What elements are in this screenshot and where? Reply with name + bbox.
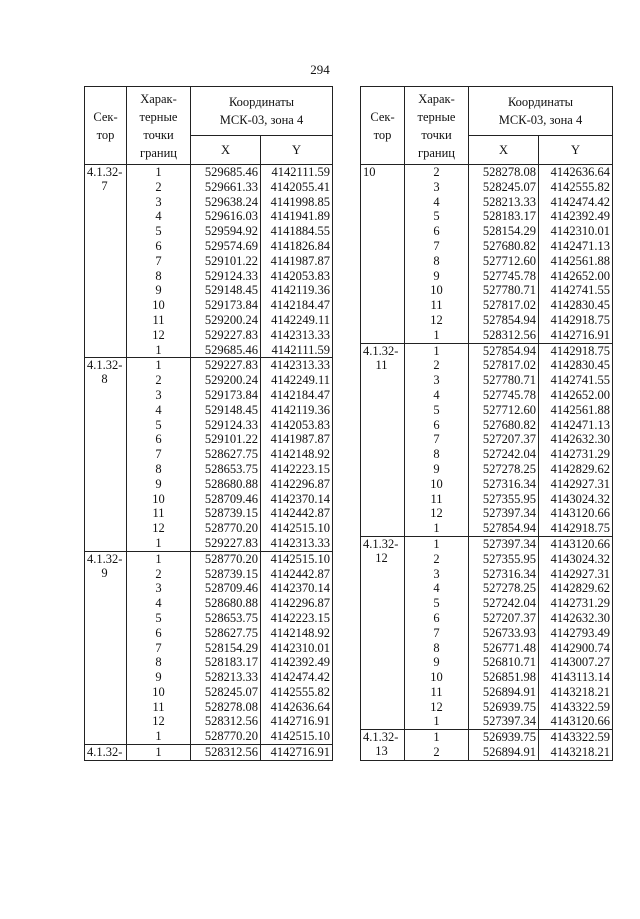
x-coordinate-cell: 529574.69 [191,239,261,254]
page-number: 294 [310,62,330,77]
y-coordinate-cell: 4142119.36 [261,403,333,418]
sector-header: Сек- тор [361,87,405,165]
y-coordinate-cell: 4142053.83 [261,418,333,433]
sector-cell: 4.1.32- 7 [85,165,127,358]
table-row [361,343,613,358]
x-coordinate-cell: 528312.56 [191,714,261,729]
point-number-cell: 12 [127,714,191,729]
sector-cell: 4.1.32- 11 [361,343,405,536]
y-coordinate-cell: 4142652.00 [539,269,613,284]
y-coordinate-cell: 4142515.10 [261,521,333,536]
point-number-cell: 1 [405,714,469,729]
x-coordinate-cell: 526939.75 [469,700,539,715]
point-number-cell: 9 [127,670,191,685]
table-row [361,165,613,180]
x-coordinate-cell: 526771.48 [469,641,539,656]
point-number-cell: 9 [405,269,469,284]
point-number-cell: 12 [405,506,469,521]
y-header: Y [539,136,613,165]
x-coordinate-cell: 528245.07 [191,685,261,700]
point-number-cell: 1 [405,521,469,536]
x-coordinate-cell: 528770.20 [191,521,261,536]
x-coordinate-cell: 529661.33 [191,180,261,195]
x-coordinate-cell: 526810.71 [469,655,539,670]
y-coordinate-cell: 4141987.87 [261,254,333,269]
y-coordinate-cell: 4142184.47 [261,388,333,403]
y-coordinate-cell: 4142830.45 [539,358,613,373]
point-number-cell: 9 [405,655,469,670]
x-coordinate-cell: 528154.29 [469,224,539,239]
x-coordinate-cell: 528213.33 [191,670,261,685]
sector-cell: 4.1.32- 8 [85,358,127,551]
x-coordinate-cell: 529124.33 [191,269,261,284]
point-number-cell: 5 [127,611,191,626]
point-number-cell: 4 [405,195,469,210]
sector-cell: 4.1.32- 12 [361,536,405,729]
y-coordinate-cell: 4143218.21 [539,745,613,760]
point-number-cell: 1 [405,328,469,343]
y-coordinate-cell: 4142313.33 [261,536,333,551]
y-coordinate-cell: 4142111.59 [261,165,333,180]
y-coordinate-cell: 4142370.14 [261,581,333,596]
y-coordinate-cell: 4142148.92 [261,626,333,641]
x-coordinate-cell: 527854.94 [469,521,539,536]
y-coordinate-cell: 4142223.15 [261,462,333,477]
point-number-cell: 5 [127,224,191,239]
x-coordinate-cell: 527780.71 [469,373,539,388]
point-number-cell: 8 [127,269,191,284]
y-coordinate-cell: 4142632.30 [539,432,613,447]
x-coordinate-cell: 528312.56 [191,745,261,761]
x-coordinate-cell: 527397.34 [469,506,539,521]
y-coordinate-cell: 4142515.10 [261,551,333,566]
point-number-cell: 12 [127,328,191,343]
point-number-cell: 6 [405,418,469,433]
x-coordinate-cell: 527316.34 [469,567,539,582]
x-coordinate-cell: 529227.83 [191,358,261,373]
y-coordinate-cell: 4142927.31 [539,477,613,492]
x-coordinate-cell: 526733.93 [469,626,539,641]
y-coordinate-cell: 4142313.33 [261,358,333,373]
point-number-cell: 4 [127,596,191,611]
x-coordinate-cell: 528278.08 [191,700,261,715]
y-coordinate-cell: 4142555.82 [539,180,613,195]
x-coordinate-cell: 529200.24 [191,373,261,388]
point-number-cell: 3 [127,581,191,596]
point-number-cell: 7 [127,641,191,656]
x-coordinate-cell: 527745.78 [469,269,539,284]
x-coordinate-cell: 529685.46 [191,343,261,358]
sector-cell: 4.1.32- 13 [361,730,405,761]
point-number-cell: 8 [405,254,469,269]
x-coordinate-cell: 529101.22 [191,432,261,447]
y-coordinate-cell: 4142918.75 [539,521,613,536]
x-coordinate-cell: 527712.60 [469,254,539,269]
y-coordinate-cell: 4142652.00 [539,388,613,403]
sector-cell: 10 [361,165,405,344]
point-number-cell: 7 [127,447,191,462]
point-number-cell: 7 [405,239,469,254]
x-coordinate-cell: 528183.17 [191,655,261,670]
y-coordinate-cell: 4142555.82 [261,685,333,700]
x-coordinate-cell: 528709.46 [191,492,261,507]
y-coordinate-cell: 4142474.42 [539,195,613,210]
x-coordinate-cell: 527207.37 [469,432,539,447]
x-coordinate-cell: 528653.75 [191,462,261,477]
y-header: Y [261,136,333,165]
y-coordinate-cell: 4142561.88 [539,403,613,418]
point-number-cell: 5 [127,418,191,433]
x-coordinate-cell: 527207.37 [469,611,539,626]
x-coordinate-cell: 527817.02 [469,358,539,373]
y-coordinate-cell: 4143120.66 [539,714,613,729]
points-header: Харак- терные точки границ [405,87,469,165]
x-coordinate-cell: 526939.75 [469,730,539,745]
y-coordinate-cell: 4142741.55 [539,283,613,298]
point-number-cell: 10 [127,685,191,700]
x-coordinate-cell: 529227.83 [191,328,261,343]
x-coordinate-cell: 528739.15 [191,567,261,582]
y-coordinate-cell: 4142442.87 [261,567,333,582]
coordinates-table-left [84,86,333,761]
point-number-cell: 4 [127,209,191,224]
x-coordinate-cell: 526851.98 [469,670,539,685]
y-coordinate-cell: 4143218.21 [539,685,613,700]
x-coordinate-cell: 527854.94 [469,343,539,358]
x-coordinate-cell: 528680.88 [191,477,261,492]
x-coordinate-cell: 529124.33 [191,418,261,433]
y-coordinate-cell: 4142310.01 [539,224,613,239]
x-coordinate-cell: 527242.04 [469,447,539,462]
point-number-cell: 2 [127,180,191,195]
y-coordinate-cell: 4142830.45 [539,298,613,313]
y-coordinate-cell: 4142392.49 [261,655,333,670]
y-coordinate-cell: 4143120.66 [539,506,613,521]
x-header: X [191,136,261,165]
point-number-cell: 2 [405,745,469,760]
point-number-cell: 4 [405,581,469,596]
point-number-cell: 1 [405,536,469,551]
point-number-cell: 11 [127,506,191,521]
y-coordinate-cell: 4142731.29 [539,596,613,611]
x-coordinate-cell: 528653.75 [191,611,261,626]
x-coordinate-cell: 527712.60 [469,403,539,418]
point-number-cell: 5 [405,403,469,418]
point-number-cell: 1 [127,551,191,566]
point-number-cell: 8 [405,641,469,656]
x-coordinate-cell: 527397.34 [469,536,539,551]
x-coordinate-cell: 527278.25 [469,581,539,596]
y-coordinate-cell: 4142442.87 [261,506,333,521]
x-coordinate-cell: 528183.17 [469,209,539,224]
y-coordinate-cell: 4142829.62 [539,462,613,477]
point-number-cell: 10 [405,283,469,298]
x-coordinate-cell: 526894.91 [469,685,539,700]
y-coordinate-cell: 4141884.55 [261,224,333,239]
y-coordinate-cell: 4142716.91 [261,745,333,761]
point-number-cell: 2 [405,358,469,373]
y-coordinate-cell: 4142918.75 [539,313,613,328]
y-coordinate-cell: 4142716.91 [539,328,613,343]
point-number-cell: 11 [127,700,191,715]
y-coordinate-cell: 4141941.89 [261,209,333,224]
y-coordinate-cell: 4142249.11 [261,373,333,388]
y-coordinate-cell: 4142716.91 [261,714,333,729]
point-number-cell: 10 [405,477,469,492]
y-coordinate-cell: 4143113.14 [539,670,613,685]
y-coordinate-cell: 4142471.13 [539,418,613,433]
x-coordinate-cell: 528278.08 [469,165,539,180]
y-coordinate-cell: 4141826.84 [261,239,333,254]
y-coordinate-cell: 4142900.74 [539,641,613,656]
point-number-cell: 3 [127,195,191,210]
x-coordinate-cell: 528213.33 [469,195,539,210]
point-number-cell: 1 [127,165,191,180]
point-number-cell: 11 [405,492,469,507]
x-coordinate-cell: 529148.45 [191,283,261,298]
y-coordinate-cell: 4142474.42 [261,670,333,685]
point-number-cell: 3 [405,180,469,195]
sector-header: Сек- тор [85,87,127,165]
point-number-cell: 6 [127,239,191,254]
point-number-cell: 9 [127,477,191,492]
point-number-cell: 4 [127,403,191,418]
point-number-cell: 11 [405,298,469,313]
x-coordinate-cell: 528154.29 [191,641,261,656]
x-coordinate-cell: 527680.82 [469,418,539,433]
point-number-cell: 12 [127,521,191,536]
x-coordinate-cell: 528709.46 [191,581,261,596]
point-number-cell: 9 [405,462,469,477]
x-coordinate-cell: 528627.75 [191,447,261,462]
y-coordinate-cell: 4142296.87 [261,477,333,492]
point-number-cell: 10 [405,670,469,685]
y-coordinate-cell: 4142111.59 [261,343,333,358]
y-coordinate-cell: 4142055.41 [261,180,333,195]
table-row [85,551,333,566]
x-coordinate-cell: 528770.20 [191,729,261,744]
table-row [361,730,613,745]
point-number-cell: 8 [127,462,191,477]
y-coordinate-cell: 4142793.49 [539,626,613,641]
point-number-cell: 3 [127,388,191,403]
x-coordinate-cell: 529685.46 [191,165,261,180]
point-number-cell: 4 [405,388,469,403]
x-coordinate-cell: 527854.94 [469,313,539,328]
x-coordinate-cell: 528312.56 [469,328,539,343]
x-coordinate-cell: 529148.45 [191,403,261,418]
left-table-body [85,165,333,761]
point-number-cell: 1 [405,730,469,745]
x-coordinate-cell: 527745.78 [469,388,539,403]
coords-header: Координаты МСК-03, зона 4 [469,87,613,136]
point-number-cell: 1 [127,729,191,744]
x-coordinate-cell: 527397.34 [469,714,539,729]
sector-cell: 4.1.32- [85,745,127,761]
point-number-cell: 7 [127,254,191,269]
x-coordinate-cell: 527780.71 [469,283,539,298]
point-number-cell: 7 [405,432,469,447]
y-coordinate-cell: 4142741.55 [539,373,613,388]
y-coordinate-cell: 4142313.33 [261,328,333,343]
point-number-cell: 1 [405,343,469,358]
x-coordinate-cell: 527278.25 [469,462,539,477]
x-header: X [469,136,539,165]
point-number-cell: 8 [127,655,191,670]
table-row [85,745,333,761]
point-number-cell: 10 [127,492,191,507]
x-coordinate-cell: 529173.84 [191,298,261,313]
y-coordinate-cell: 4143024.32 [539,492,613,507]
points-header: Харак- терные точки границ [127,87,191,165]
sector-cell: 4.1.32- 9 [85,551,127,744]
point-number-cell: 6 [127,626,191,641]
y-coordinate-cell: 4142370.14 [261,492,333,507]
x-coordinate-cell: 529101.22 [191,254,261,269]
y-coordinate-cell: 4142310.01 [261,641,333,656]
point-number-cell: 1 [127,536,191,551]
point-number-cell: 8 [405,447,469,462]
y-coordinate-cell: 4142249.11 [261,313,333,328]
point-number-cell: 2 [405,165,469,180]
y-coordinate-cell: 4142296.87 [261,596,333,611]
x-coordinate-cell: 528680.88 [191,596,261,611]
y-coordinate-cell: 4142148.92 [261,447,333,462]
y-coordinate-cell: 4142471.13 [539,239,613,254]
point-number-cell: 7 [405,626,469,641]
point-number-cell: 10 [127,298,191,313]
y-coordinate-cell: 4142731.29 [539,447,613,462]
y-coordinate-cell: 4143120.66 [539,536,613,551]
x-coordinate-cell: 526894.91 [469,745,539,760]
point-number-cell: 1 [127,343,191,358]
y-coordinate-cell: 4142392.49 [539,209,613,224]
x-coordinate-cell: 528770.20 [191,551,261,566]
point-number-cell: 2 [405,552,469,567]
y-coordinate-cell: 4143024.32 [539,552,613,567]
point-number-cell: 1 [127,745,191,761]
point-number-cell: 5 [405,209,469,224]
x-coordinate-cell: 527817.02 [469,298,539,313]
x-coordinate-cell: 529200.24 [191,313,261,328]
x-coordinate-cell: 527680.82 [469,239,539,254]
x-coordinate-cell: 527242.04 [469,596,539,611]
y-coordinate-cell: 4141998.85 [261,195,333,210]
y-coordinate-cell: 4142561.88 [539,254,613,269]
y-coordinate-cell: 4141987.87 [261,432,333,447]
point-number-cell: 3 [405,567,469,582]
y-coordinate-cell: 4142636.64 [261,700,333,715]
point-number-cell: 11 [405,685,469,700]
point-number-cell: 6 [127,432,191,447]
point-number-cell: 2 [127,567,191,582]
x-coordinate-cell: 527316.34 [469,477,539,492]
point-number-cell: 6 [405,611,469,626]
y-coordinate-cell: 4142053.83 [261,269,333,284]
point-number-cell: 12 [405,700,469,715]
table-row [85,165,333,180]
x-coordinate-cell: 527355.95 [469,552,539,567]
y-coordinate-cell: 4143007.27 [539,655,613,670]
point-number-cell: 5 [405,596,469,611]
y-coordinate-cell: 4142927.31 [539,567,613,582]
y-coordinate-cell: 4142918.75 [539,343,613,358]
y-coordinate-cell: 4142223.15 [261,611,333,626]
y-coordinate-cell: 4142119.36 [261,283,333,298]
x-coordinate-cell: 529173.84 [191,388,261,403]
y-coordinate-cell: 4143322.59 [539,700,613,715]
x-coordinate-cell: 529594.92 [191,224,261,239]
x-coordinate-cell: 528627.75 [191,626,261,641]
x-coordinate-cell: 529227.83 [191,536,261,551]
x-coordinate-cell: 528245.07 [469,180,539,195]
table-row [85,358,333,373]
point-number-cell: 6 [405,224,469,239]
y-coordinate-cell: 4142184.47 [261,298,333,313]
x-coordinate-cell: 527355.95 [469,492,539,507]
x-coordinate-cell: 529616.03 [191,209,261,224]
x-coordinate-cell: 529638.24 [191,195,261,210]
point-number-cell: 9 [127,283,191,298]
right-table-body [361,165,613,761]
y-coordinate-cell: 4142829.62 [539,581,613,596]
point-number-cell: 11 [127,313,191,328]
point-number-cell: 12 [405,313,469,328]
coords-header: Координаты МСК-03, зона 4 [191,87,333,136]
point-number-cell: 2 [127,373,191,388]
table-row [361,536,613,551]
y-coordinate-cell: 4142515.10 [261,729,333,744]
point-number-cell: 3 [405,373,469,388]
point-number-cell: 1 [127,358,191,373]
coordinates-table-right [360,86,613,761]
y-coordinate-cell: 4142636.64 [539,165,613,180]
x-coordinate-cell: 528739.15 [191,506,261,521]
y-coordinate-cell: 4142632.30 [539,611,613,626]
y-coordinate-cell: 4143322.59 [539,730,613,745]
